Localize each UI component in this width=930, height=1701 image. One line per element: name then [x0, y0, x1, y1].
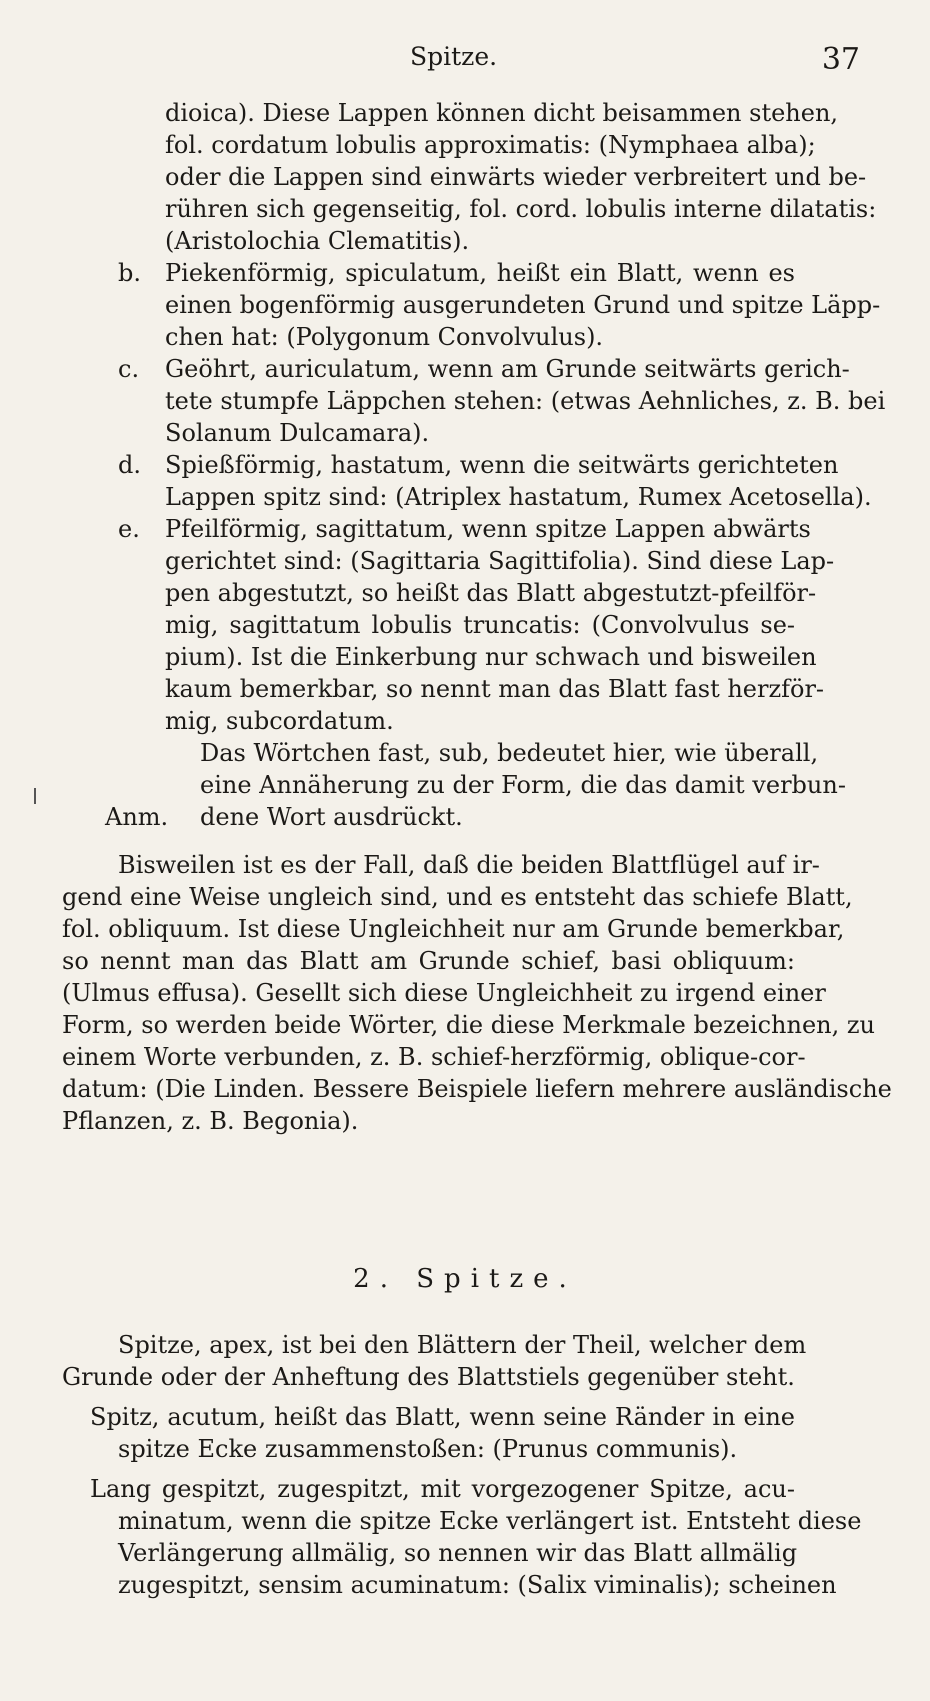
text-line: pium). Ist die Einkerbung nur schwach und bisweilen [165, 643, 817, 671]
text-line: pen abgestutzt, so heißt das Blatt abgestutzt-pfeilför- [165, 579, 817, 607]
text-line: Lappen spitz sind: (Atriplex hastatum, Rumex Acetosella). [165, 483, 872, 511]
text-line: datum: (Die Linden. Bessere Beispiele liefern mehrere ausländische [62, 1075, 892, 1103]
text-line: einem Worte verbunden, z. B. schief-herzförmig, oblique-cor- [62, 1043, 806, 1071]
text-line: gerichtet sind: (Sagittaria Sagittifolia). Sind diese Lap- [165, 547, 835, 575]
text-line: einen bogenförmig ausgerundeten Grund und spitze Läpp- [165, 291, 881, 319]
text-line: kaum bemerkbar, so nennt man das Blatt fast herzför- [165, 675, 825, 703]
text-line: Das Wörtchen fast, sub, bedeutet hier, wie überall, [200, 739, 819, 767]
text-line: dene Wort ausdrückt. [200, 803, 463, 831]
text-line: Piekenförmig, spiculatum, heißt ein Blatt, wenn es [165, 259, 795, 287]
text-line: minatum, wenn die spitze Ecke verlängert ist. Entsteht diese [118, 1507, 862, 1535]
text-line: chen hat: (Polygonum Convolvulus). [165, 323, 604, 351]
text-line: dioica). Diese Lappen können dicht beisammen stehen, [165, 99, 839, 127]
list-marker: e. [118, 515, 140, 543]
text-line: rühren sich gegenseitig, fol. cord. lobulis interne dilatatis: [165, 195, 877, 223]
text-line: oder die Lappen sind einwärts wieder verbreitert und be- [165, 163, 867, 191]
text-line: fol. cordatum lobulis approximatis: (Nymphaea alba); [165, 131, 816, 159]
list-marker: c. [118, 355, 140, 383]
text-line: Pflanzen, z. B. Begonia). [62, 1107, 359, 1135]
text-line: Lang gespitzt, zugespitzt, mit vorgezogener Spitze, acu- [90, 1475, 795, 1503]
text-line: Solanum Dulcamara). [165, 419, 430, 447]
text-line: spitze Ecke zusammenstoßen: (Prunus communis). [118, 1435, 738, 1463]
annotation-marker: Anm. [105, 803, 169, 831]
margin-mark [34, 788, 36, 804]
text-line: gend eine Weise ungleich sind, und es entsteht das schiefe Blatt, [62, 883, 853, 911]
text-line: Pfeilförmig, sagittatum, wenn spitze Lappen abwärts [165, 515, 811, 543]
running-head [0, 42, 930, 82]
list-marker: d. [118, 451, 141, 479]
text-line: Geöhrt, auriculatum, wenn am Grunde seitwärts gerich- [165, 355, 850, 383]
text-line: tete stumpfe Läppchen stehen: (etwas Aehnliches, z. B. bei [165, 387, 886, 415]
text-line: eine Annäherung zu der Form, die das damit verbun- [200, 771, 846, 799]
text-line: mig, subcordatum. [165, 707, 394, 735]
text-line: Grunde oder der Anheftung des Blattstiels gegenüber steht. [62, 1363, 795, 1391]
text-line: Spießförmig, hastatum, wenn die seitwärts gerichteten [165, 451, 839, 479]
page-number: 37 [821, 42, 860, 77]
section-heading: 2. Spitze. [353, 1264, 577, 1294]
text-line: Bisweilen ist es der Fall, daß die beiden Blattflügel auf ir- [118, 851, 820, 879]
text-line: so nennt man das Blatt am Grunde schief, basi obliquum: [62, 947, 795, 975]
text-line: Spitz, acutum, heißt das Blatt, wenn seine Ränder in eine [90, 1403, 795, 1431]
text-line: (Aristolochia Clematitis). [165, 227, 470, 255]
text-line: zugespitzt, sensim acuminatum: (Salix viminalis); scheinen [118, 1571, 837, 1599]
text-line: (Ulmus effusa). Gesellt sich diese Ungleichheit zu irgend einer [62, 979, 826, 1007]
text-line: Form, so werden beide Wörter, die diese Merkmale bezeichnen, zu [62, 1011, 875, 1039]
text-line: Verlängerung allmälig, so nennen wir das Blatt allmälig [118, 1539, 798, 1567]
list-marker: b. [118, 259, 141, 287]
running-head-title: Spitze. [410, 42, 498, 71]
text-line: Spitze, apex, ist bei den Blättern der Theil, welcher dem [118, 1331, 807, 1359]
text-line: mig, sagittatum lobulis truncatis: (Convolvulus se- [165, 611, 795, 639]
text-line: fol. obliquum. Ist diese Ungleichheit nur am Grunde bemerkbar, [62, 915, 845, 943]
